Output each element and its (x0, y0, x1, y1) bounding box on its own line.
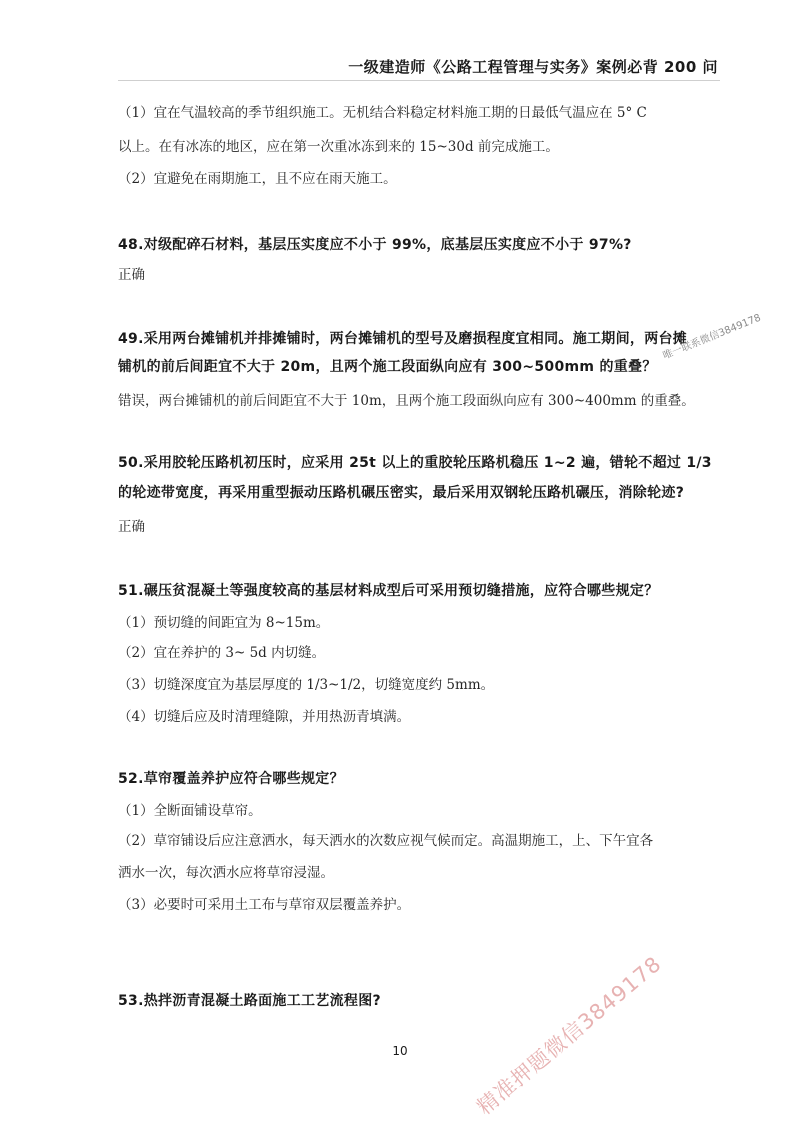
answer-line: （2）宜避免在雨期施工，且不应在雨天施工。 (118, 171, 397, 187)
answer-line: 以上。在有冰冻的地区，应在第一次重冰冻到来的 15~30d 前完成施工。 (118, 139, 559, 155)
page-number: 10 (392, 1044, 408, 1058)
question-line: 52.草帘覆盖养护应符合哪些规定？ (118, 771, 344, 787)
question-line: 的轮迹带宽度，再采用重型振动压路机碾压密实，最后采用双钢轮压路机碾压，消除轮迹? (118, 485, 685, 501)
answer-line: 正确 (118, 519, 145, 535)
answer-line: 正确 (118, 267, 145, 283)
question-line: 48.对级配碎石材料，基层压实度应不小于 99%，底基层压实度应不小于 97%? (118, 237, 632, 253)
page-header-title: 一级建造师《公路工程管理与实务》案例必背 200 问 (348, 58, 718, 76)
answer-line: （1）宜在气温较高的季节组织施工。无机结合料稳定材料施工期的日最低气温应在 5° C (118, 105, 647, 121)
answer-line: （4）切缝后应及时清理缝隙，并用热沥青填满。 (118, 709, 411, 725)
answer-line: （2）宜在养护的 3~ 5d 内切缝。 (118, 645, 326, 661)
answer-line: 洒水一次，每次洒水应将草帘浸湿。 (118, 865, 334, 881)
question-line: 50.采用胶轮压路机初压时，应采用 25t 以上的重胶轮压路机稳压 1~2 遍，错轮不超过 1/3 (118, 455, 712, 471)
watermark-large: 精准押题微信3849178 (472, 951, 667, 1120)
answer-line: （1）全断面铺设草帘。 (118, 803, 262, 819)
question-line: 铺机的前后间距宜不大于 20m，且两个施工段面纵向应有 300~500mm 的重叠？ (118, 359, 657, 375)
answer-line: （2）草帘铺设后应注意洒水，每天洒水的次数应视气候而定。高温期施工，上、下午宜各 (118, 833, 654, 849)
question-line: 53.热拌沥青混凝土路面施工工艺流程图? (118, 993, 381, 1009)
question-line: 49.采用两台摊铺机并排摊铺时，两台摊铺机的型号及磨损程度宜相同。施工期间，两台摊 (118, 331, 688, 347)
answer-line: 错误，两台摊铺机的前后间距宜不大于 10m，且两个施工段面纵向应有 300~400mm 的重叠。 (118, 393, 695, 409)
question-line: 51.碾压贫混凝土等强度较高的基层材料成型后可采用预切缝措施，应符合哪些规定？ (118, 583, 659, 599)
answer-line: （1）预切缝的间距宜为 8~15m。 (118, 615, 330, 631)
answer-line: （3）必要时可采用土工布与草帘双层覆盖养护。 (118, 897, 411, 913)
header-divider (118, 80, 720, 81)
watermark-small: 唯一联系微信3849178 (661, 312, 763, 362)
answer-line: （3）切缝深度宜为基层厚度的 1/3~1/2，切缝宽度约 5mm。 (118, 677, 495, 693)
